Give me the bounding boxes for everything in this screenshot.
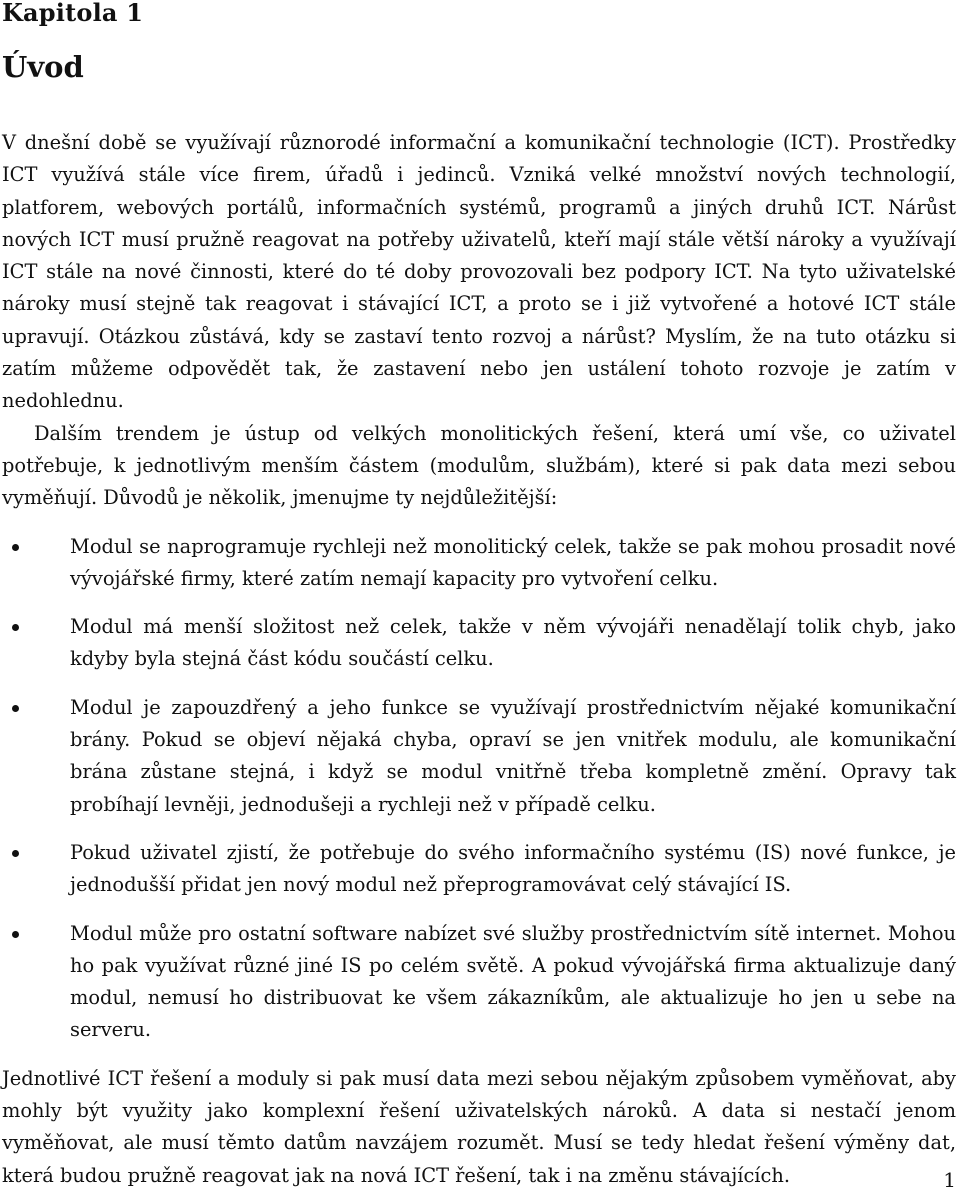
bullet-icon: [12, 544, 19, 551]
bullet-icon: [12, 624, 19, 631]
body-text: [2, 127, 956, 1192]
paragraph-closing: Jednotlivé ICT řešení a moduly si pak musí data mezi sebou nějakým způsobem vyměňovat, aby mohly být využity jako komplexní řešení uživatelských nároků. A data si nestačí jenom vyměňovat, ale musí těmto datům navzájem rozumět. Musí se tedy hledat řešení výměny dat, která budou pružně reagovat jak na nová ICT řešení, tak i na změnu stávajících.: [2, 1066, 956, 1187]
reasons-list: [2, 531, 956, 1047]
page-number: 1: [943, 1168, 956, 1192]
list-item: [2, 837, 956, 902]
bullet-icon: [12, 705, 19, 712]
bullet-icon: [12, 931, 19, 938]
list-item-text: Modul se naprogramuje rychleji než monolitický celek, takže se pak mohou prosadit nové vývojářské firmy, které zatím nemají kapacity pro vytvoření celku.: [70, 534, 956, 590]
list-item-text: Modul má menší složitost než celek, takže v něm vývojáři nenadělají tolik chyb, jako kdyby byla stejná část kódu součástí celku.: [70, 615, 956, 671]
list-item-text: Modul může pro ostatní software nabízet své služby prostřednictvím sítě internet. Mohou ho pak využívat různé jiné IS po celém světě. A pokud vývojářská firma aktualizuje daný modul, nemusí ho distribuovat ke všem zákazníkům, ale aktualizuje ho jen u sebe na serveru.: [70, 921, 956, 1042]
bullet-icon: [12, 850, 19, 857]
list-item: [2, 531, 956, 596]
chapter-label: Kapitola 1: [2, 0, 144, 27]
list-item: [2, 611, 956, 676]
chapter-title: Úvod: [2, 50, 84, 84]
list-item-text: Pokud uživatel zjistí, že potřebuje do svého informačního systému (IS) nové funkce, je jednodušší přidat jen nový modul než přeprogramovávat celý stávající IS.: [70, 840, 956, 897]
list-item-text: Modul je zapouzdřený a jeho funkce se využívají prostřednictvím nějaké komunikační brány. Pokud se objeví nějaká chyba, opraví se jen vnitřek modulu, ale komunikační brána zůstane stejná, i když se modul vnitřně třeba kompletně změní. Opravy tak probíhají levněji, jednodušeji a rychleji než v případě celku.: [70, 695, 956, 816]
list-item: [2, 692, 956, 821]
paragraph-trend: Dalším trendem je ústup od velkých monolitických řešení, která umí vše, co uživatel potřebuje, k jednotlivým menším částem (modulům, službám), které si pak data mezi sebou vyměňují. Důvodů je několik, jmenujme ty nejdůležitější:: [2, 421, 956, 510]
paragraph-intro: V dnešní době se využívají různorodé informační a komunikační technologie (ICT). Prostředky ICT využívá stále více firem, úřadů i jedinců. Vzniká velké množství nových technologií, platforem, webových portálů, informačních systémů, programů a jiných druhů ICT. Nárůst nových ICT musí pružně reagovat na potřeby uživatelů, kteří mají stále větší nároky a využívají ICT stále na nové činnosti, které do té doby provozovali bez podpory ICT. Na tyto uživatelské nároky musí stejně tak reagovat i stávající ICT, a proto se i již vytvořené a hotové ICT stále upravují. Otázkou zůstává, kdy se zastaví tento rozvoj a nárůst? Myslím, že na tuto otázku si zatím můžeme odpovědět tak, že zastavení nebo jen ustálení tohoto rozvoje je zatím v nedohlednu.: [2, 131, 956, 413]
list-item: [2, 918, 956, 1047]
